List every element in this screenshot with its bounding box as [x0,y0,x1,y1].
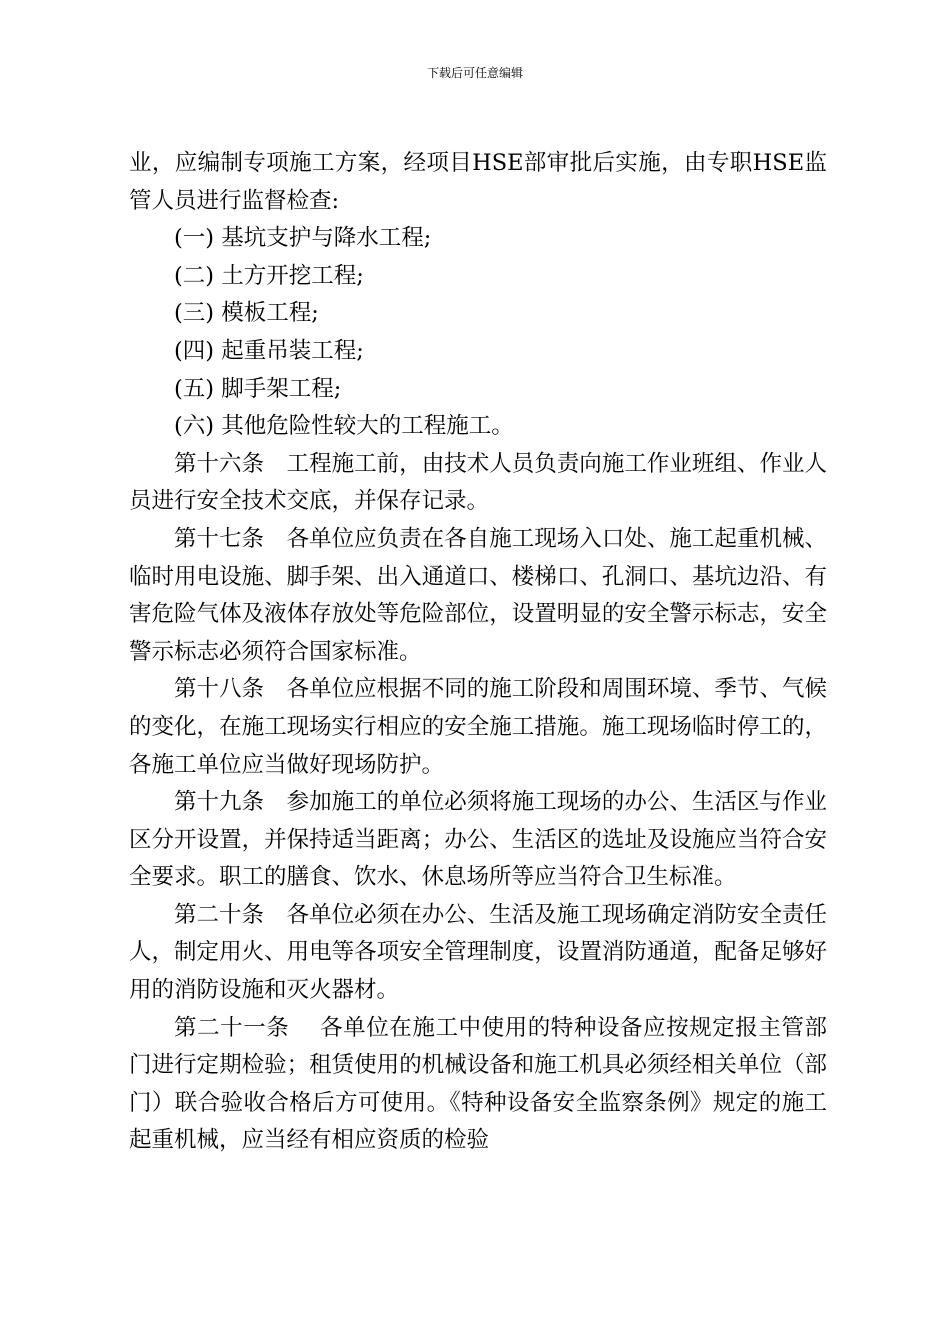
page-header: 下载后可任意编辑 [426,66,523,80]
article-17: 第十七条 各单位应负责在各自施工现场入口处、施工起重机械、临时用电设施、脚手架、出入通道口、楼梯口、孔洞口、基坑边沿、有害危险气体及液体存放处等危险部位，设置明显的安全警示标志，安全警示标志必须符合国家标准。 [129,525,827,665]
list-item-6: (六) 其他危险性较大的工程施工。 [174,413,514,440]
article-20: 第二十条 各单位必须在办公、生活及施工现场确定消防安全责任人，制定用火、用电等各项安全管理制度，设置消防通道，配备足够好用的消防设施和灭火器材。 [129,901,827,1004]
article-19: 第十九条 参加施工的单位必须将施工现场的办公、生活区与作业区分开设置，并保持适当距离；办公、生活区的选址及设施应当符合安全要求。职工的膳食、饮水、休息场所等应当符合卫生标准。 [129,789,827,891]
list-item-5: (五) 脚手架工程; [174,375,342,402]
list-item-2: (二) 土方开挖工程; [174,262,364,289]
paragraph-continuation: 业，应编制专项施工方案，经项目HSE部审批后实施，由专职HSE监管人员进行监督检查: [129,150,827,214]
list-item-3: (三) 模板工程; [174,300,319,327]
article-21: 第二十一条 各单位在施工中使用的特种设备应按规定报主管部门进行定期检验；租赁使用的机械设备和施工机具必须经相关单位（部门）联合验收合格后方可使用。《特种设备安全监察条例》规定的施工起重机械，应当经有相应资质的检验 [129,1014,827,1154]
list-item-1: (一) 基坑支护与降水工程; [174,225,432,252]
document-body [129,145,827,1160]
list-item-4: (四) 起重吊装工程; [174,337,364,364]
article-18: 第十八条 各单位应根据不同的施工阶段和周围环境、季节、气候的变化，在施工现场实行相应的安全施工措施。施工现场临时停工的，各施工单位应当做好现场防护。 [129,676,827,778]
article-16: 第十六条 工程施工前，由技术人员负责向施工作业班组、作业人员进行安全技术交底，并保存记录。 [129,450,827,515]
